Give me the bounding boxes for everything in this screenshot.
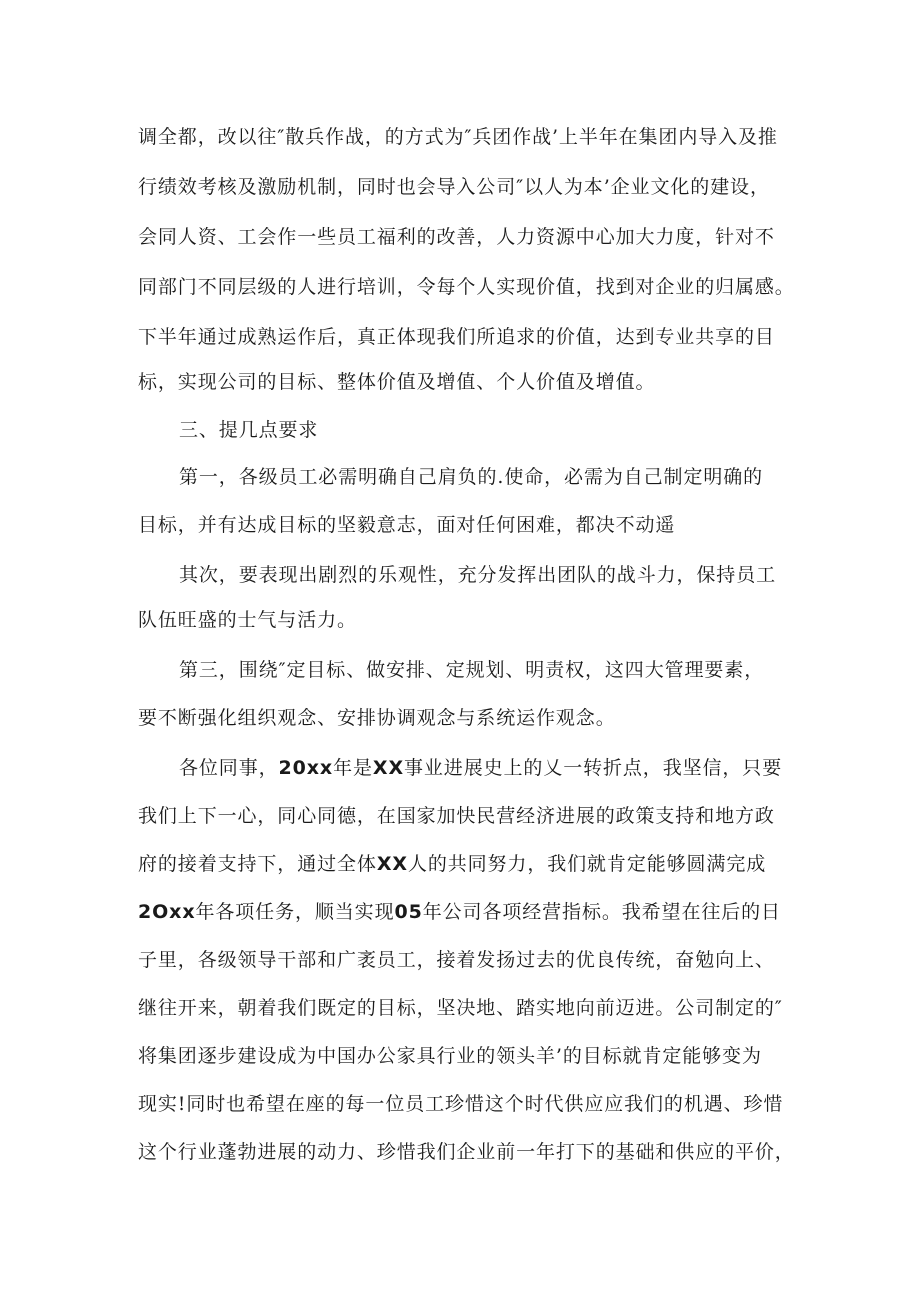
paragraph-line: 目标，并有达成目标的坚毅意志，面对任何困难，都决不动遥 <box>138 514 676 536</box>
paragraph-line: 会同人资、工会作一些员工福利的改善，人力资源中心加大力度，针对不 <box>138 226 775 248</box>
year-text: 2Oxx <box>138 901 196 923</box>
paragraph-line: 这个行业蓬勃进展的动力、珍惜我们企业前一年打下的基础和供应的平价， <box>138 1141 795 1163</box>
text-run: 府的接着支持下，通过全体 <box>138 853 377 875</box>
year-short-text: 05 <box>394 901 423 923</box>
paragraph-line <box>138 852 766 876</box>
paragraph-line: 现实!同时也希望在座的每一位员工珍惜这个时代供应应我们的机遇、珍惜 <box>138 1093 784 1115</box>
paragraph-line: 要不断强化组织观念、安排协调观念与系统运作观念。 <box>138 707 616 729</box>
paragraph-line: 第一，各级员工必需明确自己肩负的.使命，必需为自己制定明确的 <box>179 466 764 488</box>
paragraph-line: 行绩效考核及激励机制，同时也会导入公司″以人为本’企业文化的建设， <box>138 176 770 198</box>
paragraph-line: 继往开来，朝着我们既定的目标，坚决地、踏实地向前迈进。公司制定的″ <box>138 997 783 1019</box>
paragraph-line: 第三，围绕″定目标、做安排、定规划、明责权，这四大管理要素， <box>179 659 765 681</box>
paragraph-line: 子里，各级领导干部和广袤员工，接着发扬过去的优良传统，奋勉向上、 <box>138 949 775 971</box>
text-run: 年公司各项经营指标。我希望在往后的日 <box>422 901 781 923</box>
paragraph-line <box>179 756 782 780</box>
year-text: 20xx <box>278 757 334 779</box>
paragraph-line: 我们上下一心，同心同德，在国家加快民营经济进展的政策支持和地方政 <box>138 805 775 827</box>
section-heading: 三、提几点要求 <box>179 419 319 441</box>
paragraph-line: 调全都，改以往″散兵作战，的方式为″兵团作战’上半年在集团内导入及推 <box>138 126 778 148</box>
paragraph-line: 队伍旺盛的士气与活力。 <box>138 609 357 631</box>
paragraph-line: 其次，要表现出剧烈的乐观性，充分发挥出团队的战斗力，保持员工 <box>179 564 777 586</box>
text-run: 事业进展史上的乂一转折点，我坚信，只要 <box>404 757 783 779</box>
paragraph-line: 同部门不同层级的人进行培训，令每个人实现价值，找到对企业的归属感。 <box>138 276 795 298</box>
text-run: 年是 <box>333 757 373 779</box>
text-run: 年各项任务，顺当实现 <box>195 901 395 923</box>
company-placeholder: XX <box>372 757 404 779</box>
paragraph-line: 标，实现公司的目标、整体价值及增值、个人价值及增值。 <box>138 371 656 393</box>
paragraph-line: 将集团逐步建设成为中国办公家具行业的领头羊’的目标就肯定能够变为 <box>138 1045 762 1067</box>
text-run: 各位同事， <box>179 757 279 779</box>
text-run: 人的共同努力，我们就肯定能够圆满完成 <box>407 853 767 875</box>
paragraph-line <box>138 900 781 924</box>
company-placeholder: XX <box>376 853 408 875</box>
paragraph-line: 下半年通过成熟运作后，真正体现我们所追求的价值，达到专业共享的目 <box>138 326 775 348</box>
